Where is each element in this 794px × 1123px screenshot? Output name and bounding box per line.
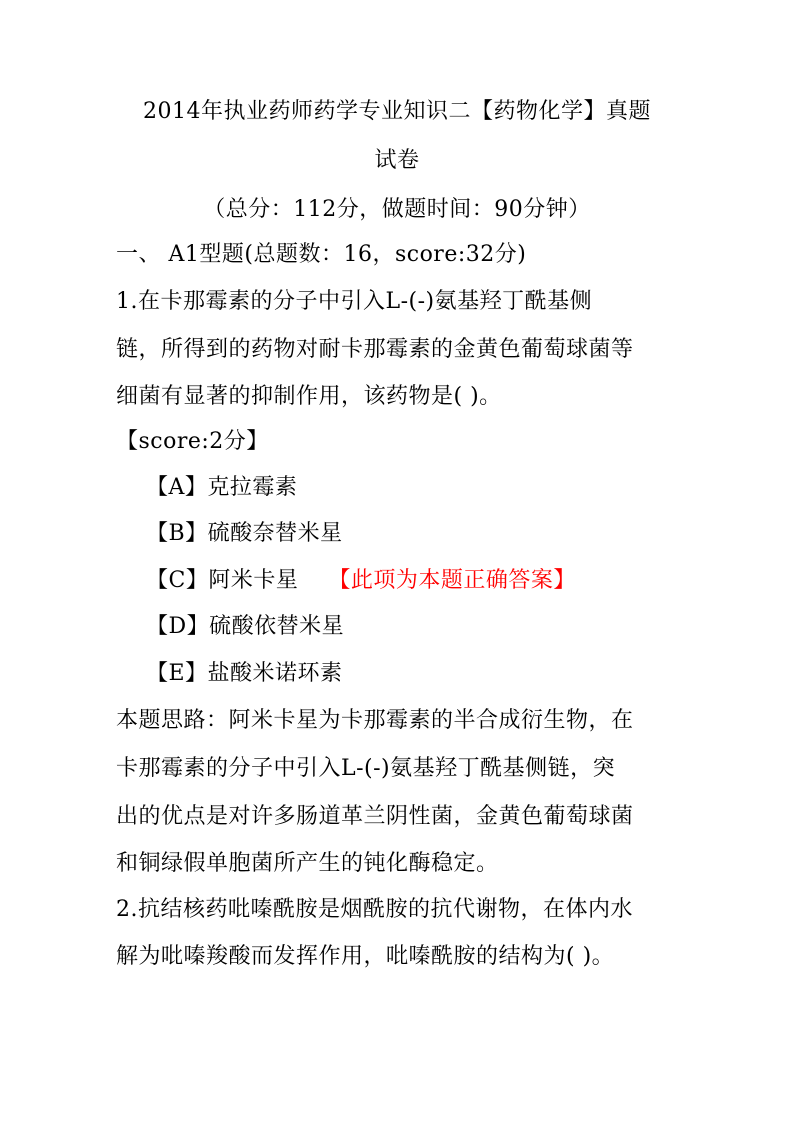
page-title-line-1: 2014年执业药师药学专业知识二【药物化学】真题 <box>143 99 651 124</box>
option-d <box>146 613 716 641</box>
question-stem-line: 1.在卡那霉素的分子中引入L-(-)氨基羟丁酰基侧 <box>116 289 593 314</box>
page-title-line-2: 试卷 <box>374 148 420 173</box>
question-stem-line: 解为吡嗪羧酸而发挥作用，吡嗪酰胺的结构为( )。 <box>116 944 615 969</box>
analysis-line: 本题思路：阿米卡星为卡那霉素的半合成衍生物，在 <box>116 708 634 733</box>
option-label: 【B】硫酸奈替米星 <box>146 521 343 546</box>
section-heading: 一、 A1型题(总题数：16，score:32分) <box>116 242 527 267</box>
question-stem-line: 2.抗结核药吡嗪酰胺是烟酰胺的抗代谢物，在体内水 <box>116 897 633 922</box>
question-stem-line: 细菌有显著的抑制作用，该药物是( )。 <box>116 384 502 409</box>
exam-meta: （总分：112分，做题时间：90分钟） <box>203 197 591 222</box>
question-score: 【score:2分】 <box>116 429 269 454</box>
option-label: 【E】盐酸米诺环素 <box>146 661 343 686</box>
analysis-line: 和铜绿假单胞菌所产生的钝化酶稳定。 <box>116 851 499 876</box>
option-label: 【C】阿米卡星 <box>146 568 299 593</box>
analysis-line: 卡那霉素的分子中引入L-(-)氨基羟丁酰基侧链，突 <box>116 756 616 781</box>
option-e <box>146 660 716 688</box>
option-label: 【A】克拉霉素 <box>146 475 298 500</box>
correct-answer-mark: 【此项为本题正确答案】 <box>328 568 576 593</box>
analysis-line: 出的优点是对许多肠道革兰阴性菌，金黄色葡萄球菌 <box>116 804 634 829</box>
option-c <box>146 567 716 595</box>
option-label: 【D】硫酸依替米星 <box>146 614 345 639</box>
option-b <box>146 520 716 548</box>
question-stem-line: 链，所得到的药物对耐卡那霉素的金黄色葡萄球菌等 <box>116 337 634 362</box>
option-a <box>146 474 716 502</box>
